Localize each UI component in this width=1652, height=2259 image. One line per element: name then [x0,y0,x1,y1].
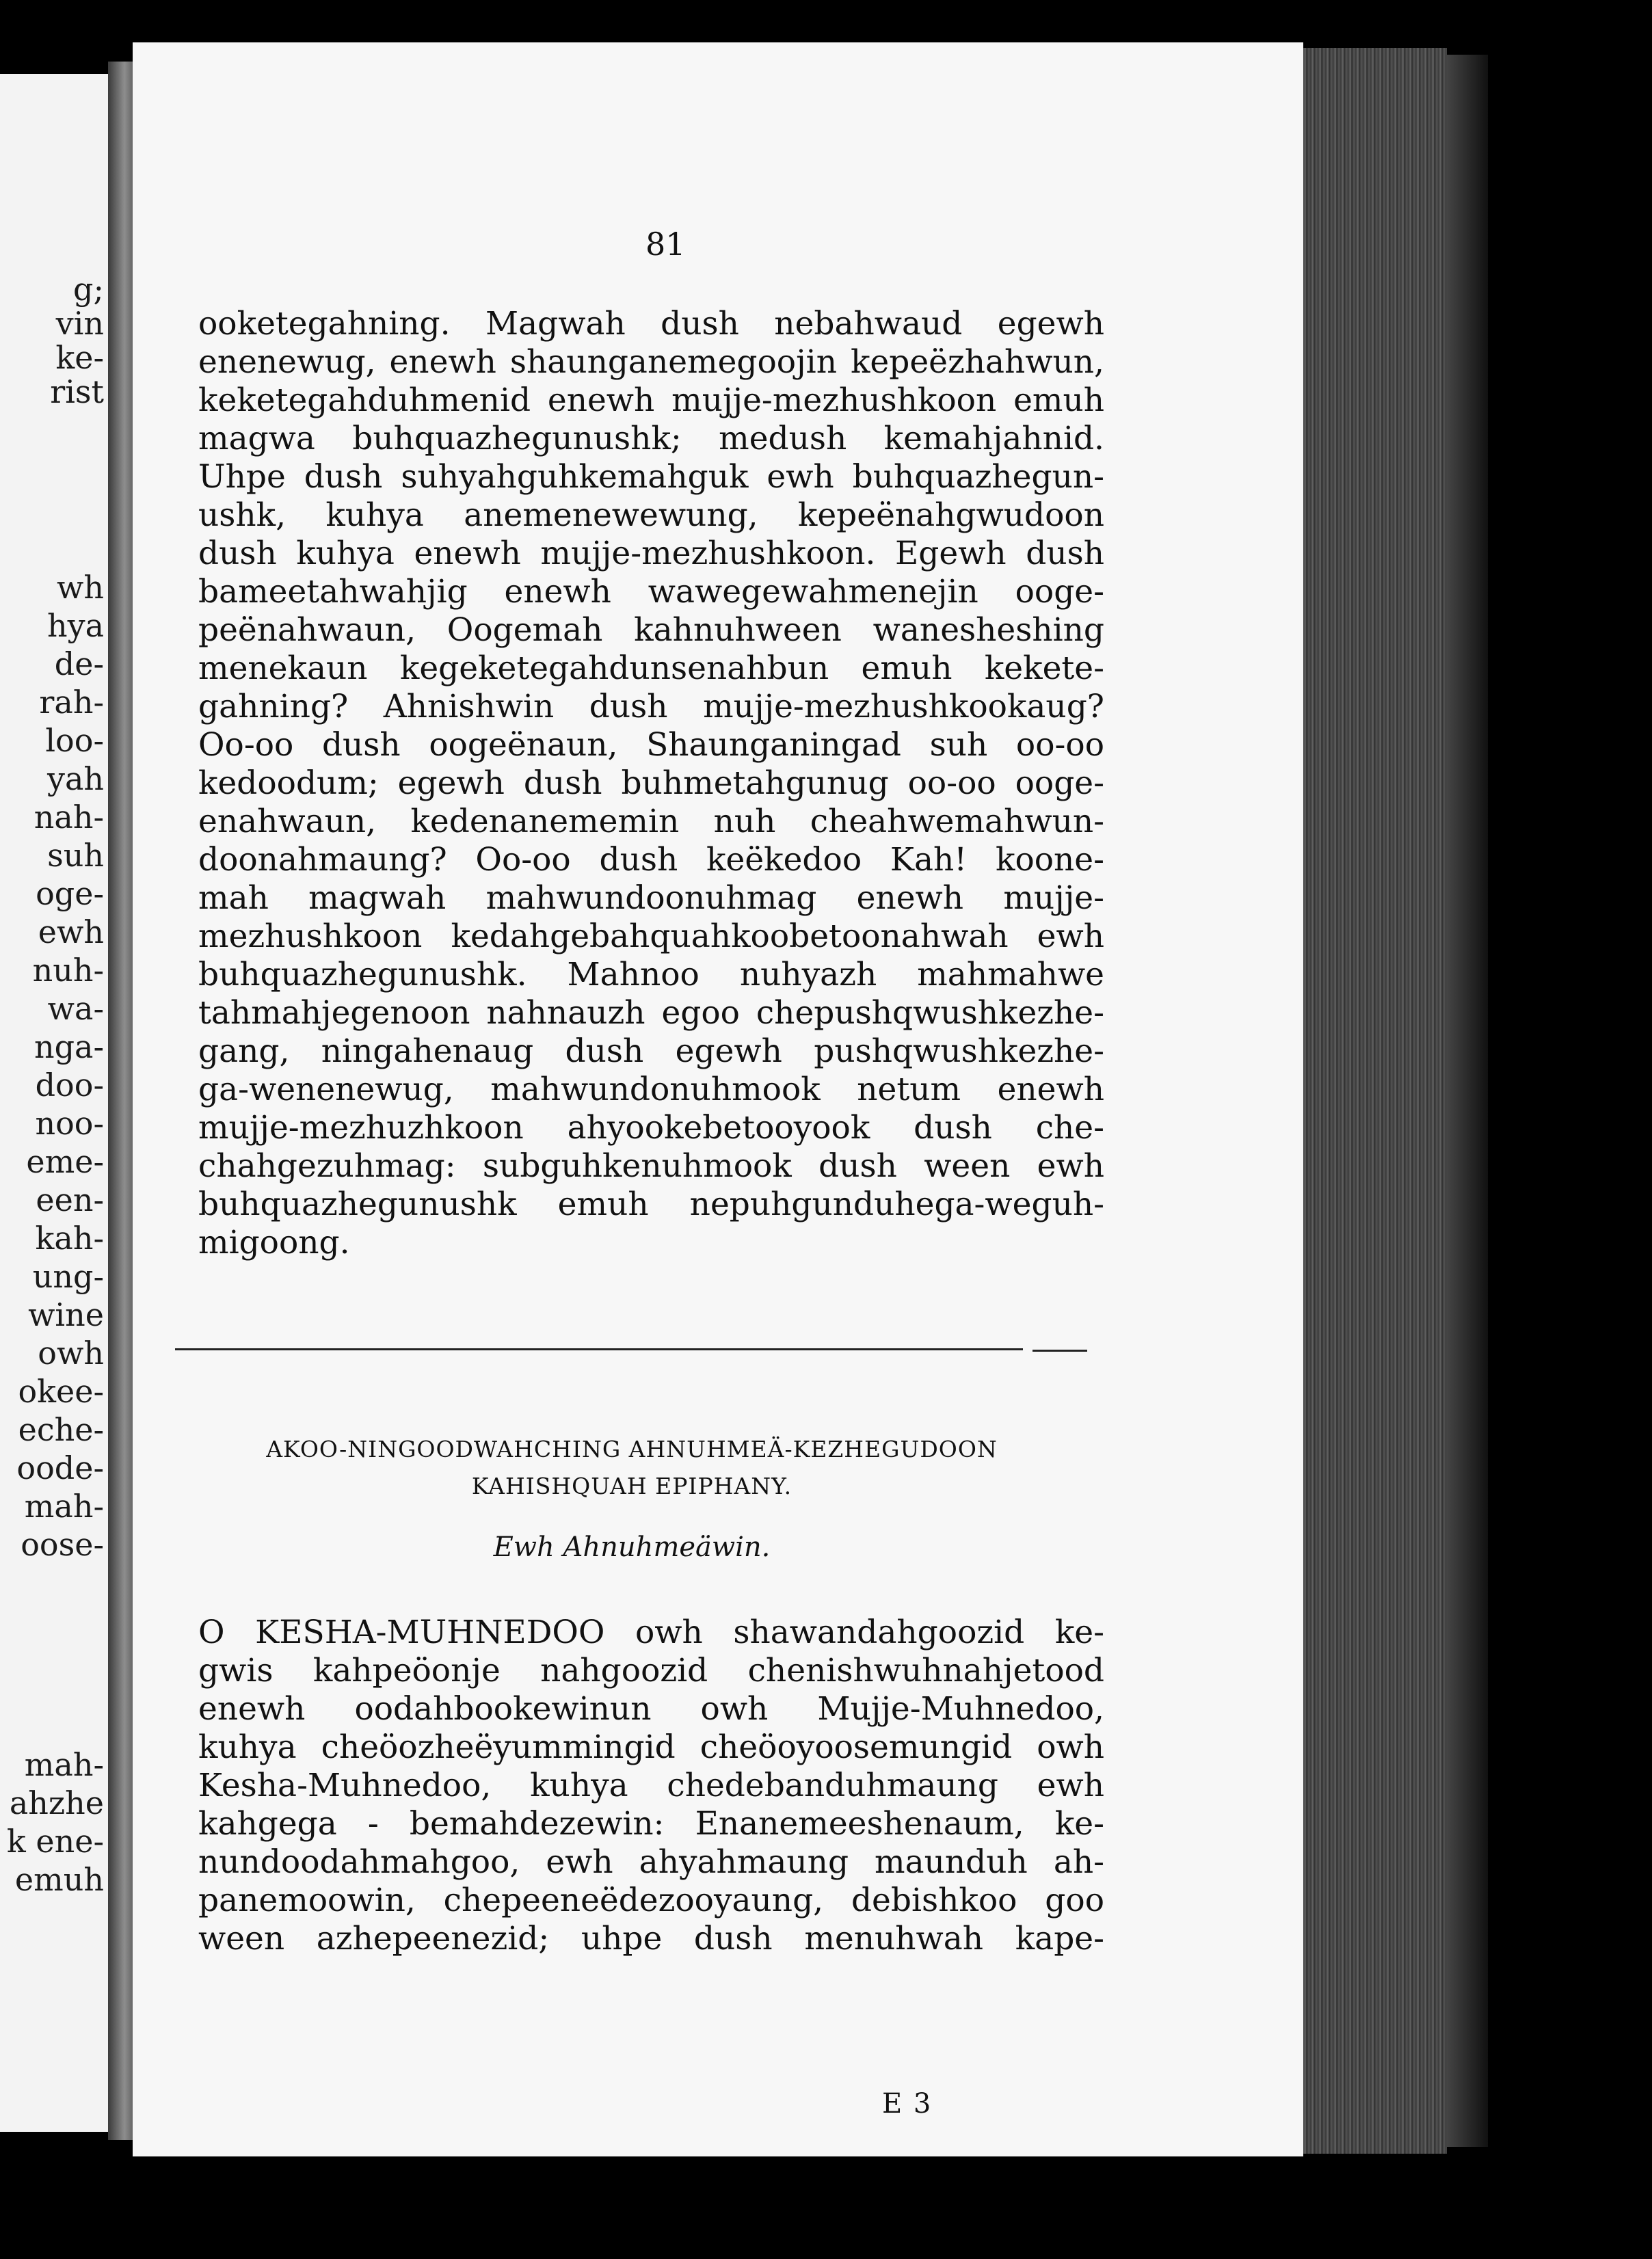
book-gutter [108,62,135,2140]
left-fragment: een- [36,1181,104,1218]
left-fragment: ung- [32,1258,104,1295]
left-fragment: okee- [18,1373,104,1410]
left-fragment: rist [50,373,104,410]
left-fragment: mah- [24,1746,104,1783]
left-fragment: emuh [14,1861,104,1898]
text-line: menekaun kegeketegahdunsenahbun emuh kekete- [198,650,1104,687]
text-line: chahgezuhmag: subguhkenuhmook dush ween ewh [198,1147,1104,1185]
page-block-edge [1303,48,1447,2154]
text-line: buhquazhegunushk emuh nepuhgunduhega-weguh- [198,1186,1104,1223]
text-line: tahmahjegenoon nahnauzh egoo chepushqwushkezhe- [198,994,1104,1032]
left-fragment: kah- [35,1220,104,1257]
text-line: gahning? Ahnishwin dush mujje-mezhushkookaug? [198,688,1104,725]
left-fragment: oose- [21,1526,104,1563]
text-line: bameetahwahjig enewh wawegewahmenejin ooge- [198,573,1104,611]
left-fragment: eme- [26,1143,104,1180]
text-line: gang, ningahenaug dush egewh pushqwushkezhe- [198,1032,1104,1070]
left-fragment: ke- [55,339,104,376]
left-facing-page [0,74,108,2132]
page-block-shadow [1447,55,1488,2147]
text-line: keketegahduhmenid enewh mujje-mezhushkoon emuh [198,382,1104,419]
text-line: ga-wenenewug, mahwundonuhmook netum enewh [198,1071,1104,1108]
left-fragment: eche- [18,1411,104,1448]
section-divider [175,1348,1023,1350]
text-line: nundoodahmahgoo, ewh ahyahmaung maunduh ah- [198,1843,1104,1881]
text-line: enewh oodahbookewinun owh Mujje-Muhnedoo, [198,1690,1104,1728]
text-line: enenewug, enewh shaunganemegoojin kepeëzhahwun, [198,343,1104,381]
left-fragment: g; [73,271,104,308]
left-fragment: owh [38,1335,104,1372]
text-line: mezhushkoon kedahgebahquahkoobetoonahwah ewh [198,918,1104,955]
text-line: magwa buhquazhegunushk; medush kemahjahnid. [198,420,1104,457]
left-fragment: vin [55,305,104,342]
text-line: peënahwaun, Oogemah kahnuhween wanesheshing [198,611,1104,649]
printer-signature: E 3 [882,2088,933,2120]
text-line: dush kuhya enewh mujje-mezhushkoon. Egewh dush [198,535,1104,572]
left-fragment: oge- [36,875,104,912]
left-fragment: nah- [34,799,104,836]
left-fragment: noo- [35,1105,104,1142]
text-line: ushk, kuhya anemenewewung, kepeënahgwudoon [198,496,1104,534]
text-line: gwis kahpeöonje nahgoozid chenishwuhnahjetood [198,1652,1104,1689]
text-line: buhquazhegunushk. Mahnoo nuhyazh mahmahwe [198,956,1104,993]
left-fragment: yah [46,760,104,797]
text-line: Kesha-Muhnedoo, kuhya chedebanduhmaung ewh [198,1767,1104,1804]
left-fragment: loo- [45,722,104,759]
text-line: panemoowin, chepeeneëdezooyaung, debishkoo goo [198,1882,1104,1919]
left-fragment: nga- [34,1028,104,1065]
left-fragment: nuh- [32,952,104,989]
section-divider-tail [1032,1350,1087,1352]
section-heading: AKOO-NINGOODWAHCHING AHNUHMEÄ-KEZHEGUDOON [266,1436,998,1462]
text-line: kuhya cheöozheëyummingid cheöoyoosemungid owh [198,1728,1104,1766]
left-fragment: oode- [16,1449,104,1486]
left-fragment: suh [47,837,104,874]
left-fragment: wine [28,1296,104,1333]
section-heading: KAHISHQUAH EPIPHANY. [471,1473,792,1499]
page-number: 81 [645,226,686,263]
text-line: kahgega - bemahdezewin: Enanemeeshenaum, ke- [198,1805,1104,1843]
text-line: ween azhepeenezid; uhpe dush menuhwah kape- [198,1920,1104,1957]
text-line: ooketegahning. Magwah dush nebahwaud egewh [198,305,1104,343]
left-fragment: wa- [47,990,104,1027]
left-fragment: wh [57,569,104,606]
left-fragment: de- [54,645,104,682]
left-fragment: ahzhe [9,1785,104,1821]
right-page [133,42,1303,2156]
left-fragment: ewh [38,913,104,950]
left-fragment: mah- [24,1488,104,1525]
text-line: O KESHA-MUHNEDOO owh shawandahgoozid ke- [198,1614,1104,1651]
text-line: enahwaun, kedenanememin nuh cheahwemahwun- [198,803,1104,840]
left-fragment: hya [46,607,104,644]
text-line: mujje-mezhuzhkoon ahyookebetooyook dush che- [198,1109,1104,1147]
left-fragment: doo- [35,1067,104,1104]
left-fragment: rah- [39,684,104,721]
text-line: migoong. [198,1224,350,1261]
text-line: kedoodum; egewh dush buhmetahgunug oo-oo ooge- [198,764,1104,802]
section-subtitle: Ewh Ahnuhmeäwin. [493,1532,771,1563]
text-line: Uhpe dush suhyahguhkemahguk ewh buhquazhegun- [198,458,1104,496]
left-fragment: k ene- [6,1823,104,1860]
text-line: Oo-oo dush oogeënaun, Shaunganingad suh oo-oo [198,726,1104,764]
text-line: mah magwah mahwundoonuhmag enewh mujje- [198,879,1104,917]
text-line: doonahmaung? Oo-oo dush keëkedoo Kah! koone- [198,841,1104,879]
